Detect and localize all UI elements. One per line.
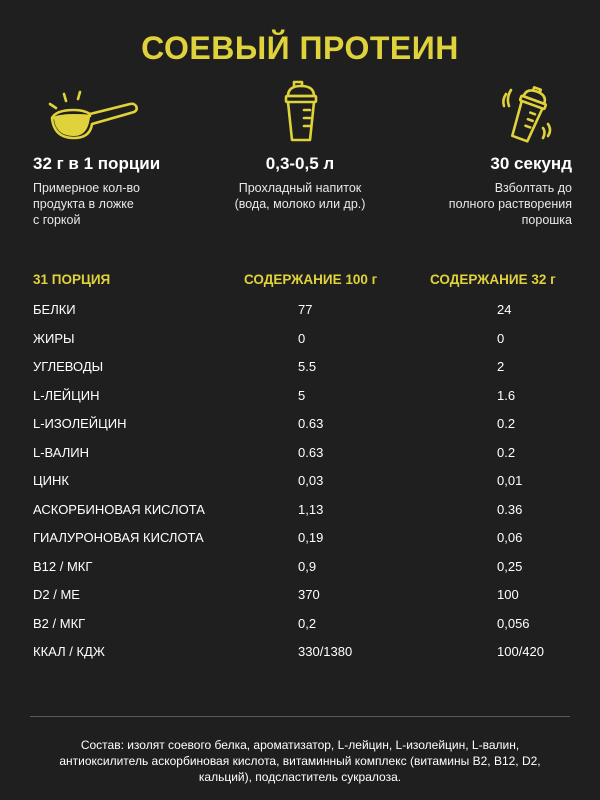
usage-features [0,78,600,258]
value-per-100g: 0,2 [298,615,317,631]
nutrient-name: ГИАЛУРОНОВАЯ КИСЛОТА [33,530,204,545]
value-per-100g: 370 [298,587,320,602]
divider [30,716,570,717]
value-per-32g: 0,01 [497,473,523,488]
table-row [0,410,600,439]
value-per-32g: 0.36 [497,501,523,517]
value-per-100g: 0,9 [298,558,317,574]
value-per-100g: 0 [298,330,306,346]
value-per-32g: 0,06 [497,530,523,545]
table-header [0,266,600,296]
table-row [0,553,600,582]
shaking-shaker-icon [498,84,554,151]
feature-title: 30 секунд [490,154,572,173]
table-row [0,610,600,639]
nutrient-name: B2 / МКГ [33,615,86,631]
table-row [0,496,600,525]
feature-title: 32 г в 1 порции [33,154,161,173]
value-per-32g: 1.6 [497,387,516,403]
nutrient-name: D2 / МЕ [33,587,80,602]
nutrient-name: L-ЛЕЙЦИН [33,387,100,403]
feature-title: 0,3-0,5 л [265,154,335,173]
nutrient-name: ККАЛ / КДЖ [33,644,105,659]
nutrient-name: L-ИЗОЛЕЙЦИН [33,416,127,431]
table-row [0,296,600,325]
value-per-32g: 100/420 [497,644,544,659]
value-per-100g: 77 [298,302,313,317]
table-row [0,353,600,382]
value-per-100g: 0,03 [298,473,324,488]
table-row [0,467,600,496]
value-per-100g: 0.63 [298,416,324,431]
value-per-100g: 0,19 [298,530,324,545]
header-per-100g: СОДЕРЖАНИЕ 100 г [244,272,378,287]
header-per-32g: СОДЕРЖАНИЕ 32 г [430,272,556,287]
value-per-100g: 330/1380 [298,644,353,659]
value-per-32g: 0.2 [497,416,516,431]
feature-description: Взболтать до полного растворения порошка [448,181,572,227]
value-per-32g: 24 [497,302,512,317]
value-per-32g: 0,25 [497,558,523,574]
value-per-32g: 0.2 [497,444,516,460]
value-per-100g: 5 [298,387,306,403]
value-per-100g: 1,13 [298,501,324,517]
feature-description: Прохладный напиток (вода, молоко или др.) [234,181,366,211]
header-portion: 31 ПОРЦИЯ [33,272,111,287]
nutrient-name: B12 / МКГ [33,558,93,574]
value-per-32g: 0,056 [497,615,530,631]
nutrient-name: L-ВАЛИН [33,444,90,460]
table-row [0,638,600,667]
table-row [0,581,600,610]
nutrient-name: УГЛЕВОДЫ [33,359,104,374]
value-per-32g: 2 [497,359,505,374]
value-per-32g: 0 [497,330,505,346]
nutrient-name: БЕЛКИ [33,302,76,317]
shaker-icon [280,78,322,149]
nutrition-table [0,266,600,667]
page-title: СОЕВЫЙ ПРОТЕИН [141,30,459,66]
nutrient-name: ЖИРЫ [33,330,75,346]
scoop-icon [44,88,144,153]
composition-text: Состав: изолят соевого белка, ароматизатор, L-лейцин, L-изолейцин, L-валин, антиоксилитель аскорбиновая кислота, витаминный комплекс (витамины B2, B12, D2, кальций), подсластитель сукралоза. [59,738,541,784]
feature-description: Примерное кол-во продукта в ложке с горкой [33,181,140,227]
value-per-32g: 100 [497,587,519,602]
table-row [0,325,600,354]
table-row [0,524,600,553]
table-row [0,382,600,411]
nutrient-name: АСКОРБИНОВАЯ КИСЛОТА [33,501,205,517]
nutrient-name: ЦИНК [33,473,69,488]
value-per-100g: 0.63 [298,444,324,460]
table-body [0,296,600,667]
value-per-100g: 5.5 [298,359,317,374]
table-row [0,439,600,468]
